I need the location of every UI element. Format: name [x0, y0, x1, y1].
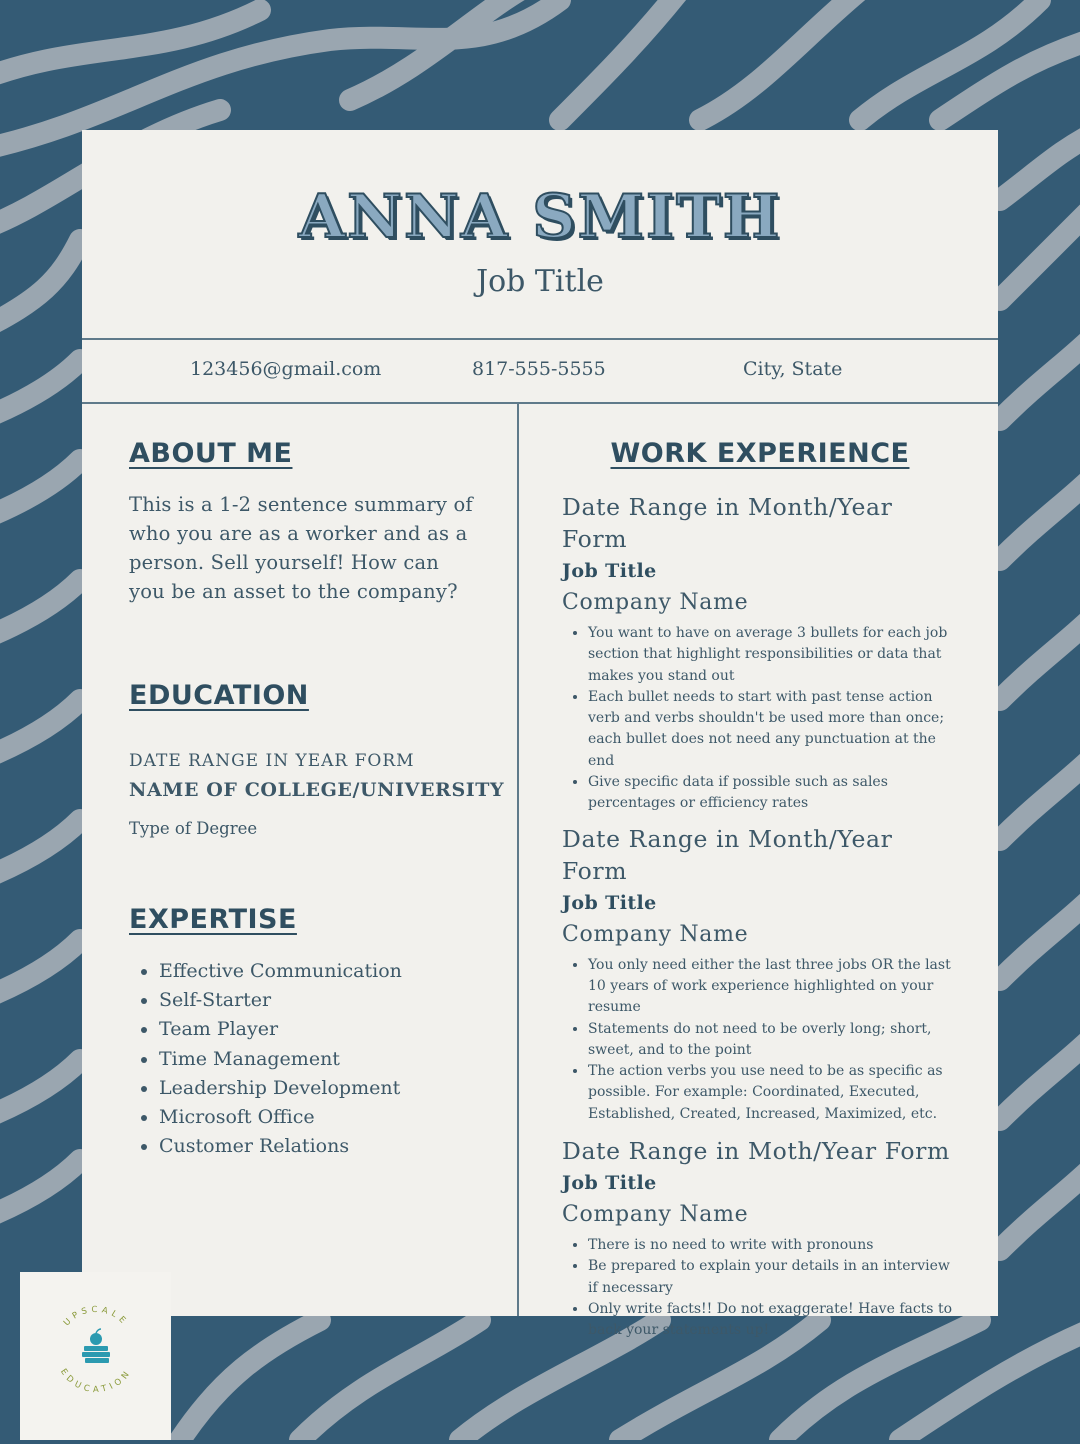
job-date-range: Date Range in Month/Year Form	[562, 824, 893, 885]
work-experience-heading: WORK EXPERIENCE	[610, 438, 910, 469]
job-date-range: Date Range in Moth/Year Form	[562, 1137, 950, 1166]
list-item: • Time Management	[159, 1045, 402, 1074]
column-divider	[517, 402, 519, 1316]
list-item: • Statements do not need to be overly long; short, sweet, and to the point	[588, 1019, 962, 1062]
candidate-name: ANNA SMITH	[298, 182, 782, 252]
list-item: • Be prepared to explain your details in an interview if necessary	[588, 1256, 962, 1299]
education-degree: Type of Degree	[129, 819, 258, 838]
job-entry	[562, 1135, 962, 1341]
job-entry	[562, 491, 962, 815]
job-title: Job Title	[562, 891, 657, 914]
education-heading: EDUCATION	[129, 680, 309, 711]
list-item: • There is no need to write with pronouns	[588, 1235, 962, 1256]
job-bullets	[562, 1235, 962, 1341]
list-item: • Self-Starter	[159, 986, 402, 1015]
expertise-heading: EXPERTISE	[129, 904, 297, 935]
job-bullets	[562, 955, 962, 1125]
job-company: Company Name	[562, 1202, 749, 1228]
logo-top-text: UPSCALE	[61, 1304, 131, 1329]
job-entry	[562, 823, 962, 1125]
logo-bottom-text: EDUCATION	[58, 1367, 134, 1396]
list-item: • Each bullet needs to start with past tense action verb and verbs shouldn't be used more than once; each bullet does not need any punctuation at the end	[588, 687, 962, 772]
apple-books-icon	[82, 1329, 110, 1363]
job-company: Company Name	[562, 590, 749, 615]
about-text: This is a 1-2 sentence summary of who you are as a worker and as a person. Sell yourself! How can you be an asset to the company?	[129, 493, 473, 603]
expertise-list	[129, 957, 402, 1161]
list-item: • Effective Communication	[159, 957, 402, 986]
education-date: DATE RANGE IN YEAR FORM	[129, 751, 415, 771]
list-item: • Only write facts!! Do not exaggerate! Have facts to back your statements up!	[588, 1299, 962, 1342]
upscale-education-logo	[20, 1272, 171, 1440]
contact-location: City, State	[743, 358, 843, 380]
list-item: • Leadership Development	[159, 1074, 402, 1103]
right-column	[562, 402, 962, 1342]
contact-phone[interactable]: 817-555-5555	[472, 358, 606, 380]
list-item: • Give specific data if possible such as sales percentages or efficiency rates	[588, 772, 962, 815]
job-title: Job Title	[562, 1172, 657, 1195]
job-bullets	[562, 623, 962, 815]
list-item: • You want to have on average 3 bullets for each job section that highlight responsibilities or data that makes you stand out	[588, 623, 962, 687]
job-date-range: Date Range in Month/Year Form	[562, 493, 893, 553]
job-title: Job Title	[562, 560, 657, 582]
job-company: Company Name	[562, 921, 749, 947]
resume-header	[82, 130, 998, 340]
education-school: NAME OF COLLEGE/UNIVERSITY	[129, 779, 505, 801]
list-item: • You only need either the last three jobs OR the last 10 years of work experience highlighted on your resume	[588, 955, 962, 1019]
contact-email[interactable]: 123456@gmail.com	[190, 358, 382, 380]
list-item: • The action verbs you use need to be as specific as possible. For example: Coordinated, Executed, Established, Created, Increased, Maximized, etc.	[588, 1061, 962, 1125]
about-heading: ABOUT ME	[129, 438, 293, 469]
candidate-job-title: Job Title	[476, 264, 604, 299]
list-item: • Team Player	[159, 1015, 402, 1044]
list-item: • Customer Relations	[159, 1132, 402, 1161]
list-item: • Microsoft Office	[159, 1103, 402, 1132]
contact-bar	[82, 340, 998, 404]
